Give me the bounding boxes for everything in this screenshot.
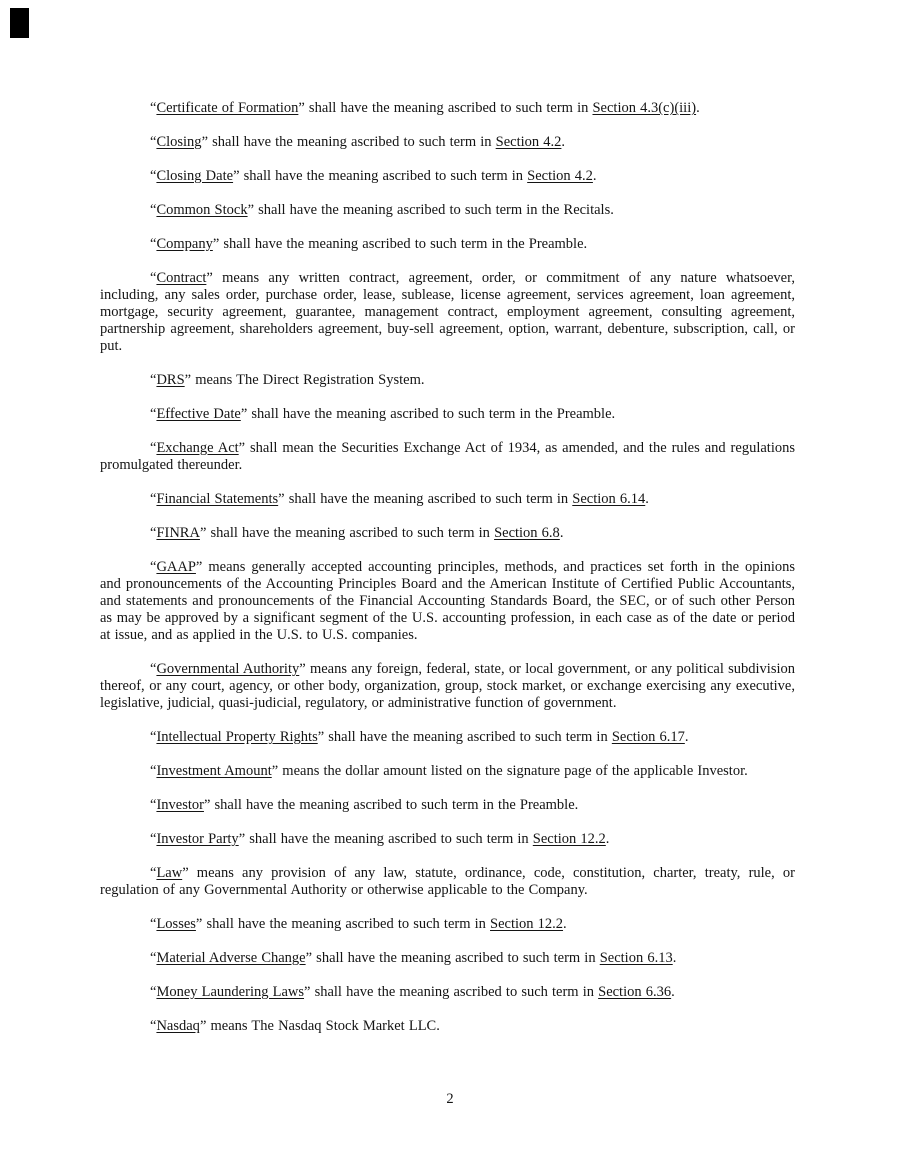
text-run: “: [150, 134, 157, 150]
text-run: .: [696, 100, 700, 116]
text-run: ” means any foreign, federal, state, or local government, or any political subdivision thereof, or any court, agency, or other body, organization, group, stock market, or exchange exercising any executive, legislative, judicial, quasi-judicial, regulatory, or administrative function of government.: [100, 661, 796, 711]
text-run: “: [150, 202, 157, 218]
text-run: ” means any provision of any law, statute, ordinance, code, constitution, charter, treaty, rule, or regulation of any Governmental Authority or otherwise applicable to the Company.: [100, 865, 795, 898]
defined-term: DRS: [156, 372, 185, 388]
text-run: ” shall have the meaning ascribed to such term in the Recitals.: [247, 202, 614, 218]
text-run: ” shall have the meaning ascribed to such term in: [199, 525, 495, 541]
definition-contract: [100, 270, 795, 355]
text-run: “: [150, 559, 157, 575]
text-run: “: [150, 831, 157, 847]
definition-finra: [100, 525, 795, 542]
text-run: “: [150, 865, 157, 881]
scan-artifact-mark: [10, 8, 29, 38]
text-run: “: [150, 440, 157, 456]
text-run: .: [559, 525, 564, 541]
text-run: ” shall mean the Securities Exchange Act of 1934, as amended, and the rules and regulations promulgated thereunder.: [100, 440, 795, 473]
text-run: “: [150, 950, 157, 966]
defined-term: Money Laundering Laws: [156, 984, 305, 1000]
text-run: ” means The Direct Registration System.: [184, 372, 425, 388]
text-run: ” shall have the meaning ascribed to such term in the Preamble.: [240, 406, 616, 422]
text-run: ” means the dollar amount listed on the signature page of the applicable Investor.: [271, 763, 748, 779]
defined-term: Investor Party: [156, 831, 239, 847]
definition-gaap: [100, 559, 795, 644]
text-run: “: [150, 168, 157, 184]
defined-term: Intellectual Property Rights: [156, 729, 318, 745]
text-run: “: [150, 236, 157, 252]
section-reference: Section 12.2: [532, 831, 606, 847]
definition-exchange-act: [100, 440, 795, 474]
text-run: “: [150, 763, 157, 779]
text-run: .: [671, 984, 675, 1000]
defined-term: Closing Date: [156, 168, 234, 184]
defined-term: Material Adverse Change: [156, 950, 306, 966]
section-reference: Section 6.36: [598, 984, 672, 1000]
definition-drs: [100, 372, 795, 389]
text-run: “: [150, 525, 157, 541]
defined-term: Common Stock: [156, 202, 248, 218]
text-run: ” means any written contract, agreement, order, or commitment of any nature whatsoever, including, any sales order, purchase order, lease, sublease, license agreement, services agreement, loan agreement, mortgage, security agreement, guarantee, management contract, employment agreement, consulting agreement, partnership agreement, shareholders agreement, buy-sell agreement, option, warrant, debenture, subscription, call, or put.: [100, 270, 795, 354]
defined-term: Contract: [156, 270, 207, 286]
text-run: .: [563, 916, 567, 932]
definition-money-laundering-laws: [100, 984, 795, 1001]
text-run: “: [150, 1018, 157, 1034]
text-run: ” shall have the meaning ascribed to such term in: [238, 831, 533, 847]
definition-material-adverse-change: [100, 950, 795, 967]
text-run: ” shall have the meaning ascribed to such term in: [305, 950, 600, 966]
section-reference: Section 6.8: [494, 525, 560, 541]
section-reference: Section 12.2: [490, 916, 564, 932]
text-run: .: [561, 134, 566, 150]
definition-common-stock: [100, 202, 795, 219]
text-run: “: [150, 984, 157, 1000]
text-run: ” shall have the meaning ascribed to such term in: [304, 984, 599, 1000]
text-run: ” means generally accepted accounting principles, methods, and practices set forth in the opinions and pronouncements of the Accounting Principles Board and the American Institute of Certified Public Accountants, and statements and pronouncements of the Financial Accounting Standards Board, the SEC, or of such other Person as may be approved by a significant segment of the U.S. accounting profession, in each case as of the date or period at issue, and as applied in the U.S. to U.S. companies.: [100, 559, 795, 643]
text-run: ” shall have the meaning ascribed to such term in: [201, 134, 496, 150]
definition-closing: [100, 134, 795, 151]
section-reference: Section 6.13: [599, 950, 673, 966]
text-run: “: [150, 491, 157, 507]
definition-investment-amount: [100, 763, 795, 780]
defined-term: Nasdaq: [156, 1018, 200, 1034]
defined-term: FINRA: [156, 525, 200, 541]
text-run: ” shall have the meaning ascribed to such term in the Preamble.: [203, 797, 579, 813]
text-run: .: [672, 950, 677, 966]
definition-certificate-of-formation: [100, 100, 795, 117]
definition-nasdaq: [100, 1018, 795, 1035]
definition-financial-statements: [100, 491, 795, 508]
section-reference: Section 4.2: [495, 134, 562, 150]
definition-losses: [100, 916, 795, 933]
text-run: “: [150, 100, 157, 116]
definition-effective-date: [100, 406, 795, 423]
text-run: ” shall have the meaning ascribed to such term in: [278, 491, 573, 507]
text-run: .: [645, 491, 649, 507]
defined-term: Exchange Act: [156, 440, 239, 456]
text-run: ” shall have the meaning ascribed to such term in the Preamble.: [212, 236, 588, 252]
text-run: ” shall have the meaning ascribed to such term in: [195, 916, 491, 932]
text-run: ” shall have the meaning ascribed to such term in: [233, 168, 528, 184]
defined-term: Company: [156, 236, 213, 252]
text-run: ” means The Nasdaq Stock Market LLC.: [199, 1018, 440, 1034]
definitions-section: [100, 100, 795, 1052]
section-reference: Section 4.2: [527, 168, 593, 184]
text-run: “: [150, 372, 157, 388]
defined-term: Governmental Authority: [156, 661, 300, 677]
defined-term: Closing: [156, 134, 202, 150]
definition-governmental-authority: [100, 661, 795, 712]
text-run: .: [684, 729, 689, 745]
text-run: “: [150, 797, 157, 813]
text-run: “: [150, 916, 157, 932]
definition-intellectual-property-rights: [100, 729, 795, 746]
definition-company: [100, 236, 795, 253]
text-run: “: [150, 270, 157, 286]
text-run: .: [605, 831, 610, 847]
text-run: “: [150, 406, 157, 422]
text-run: “: [150, 661, 157, 677]
defined-term: Investment Amount: [156, 763, 272, 779]
definition-closing-date: [100, 168, 795, 185]
text-run: “: [150, 729, 157, 745]
text-run: .: [592, 168, 597, 184]
text-run: ” shall have the meaning ascribed to such term in: [317, 729, 612, 745]
text-run: ” shall have the meaning ascribed to such term in: [298, 100, 593, 116]
defined-term: Investor: [156, 797, 204, 813]
section-reference: Section 4.3(c)(iii): [592, 100, 697, 116]
page-number: 2: [446, 1091, 454, 1107]
section-reference: Section 6.17: [611, 729, 685, 745]
defined-term: Effective Date: [156, 406, 241, 422]
definition-law: [100, 865, 795, 899]
section-reference: Section 6.14: [572, 491, 646, 507]
defined-term: Losses: [156, 916, 196, 932]
defined-term: Financial Statements: [156, 491, 279, 507]
definition-investor-party: [100, 831, 795, 848]
defined-term: GAAP: [156, 559, 196, 575]
definition-investor: [100, 797, 795, 814]
defined-term: Certificate of Formation: [156, 100, 299, 116]
defined-term: Law: [156, 865, 183, 881]
